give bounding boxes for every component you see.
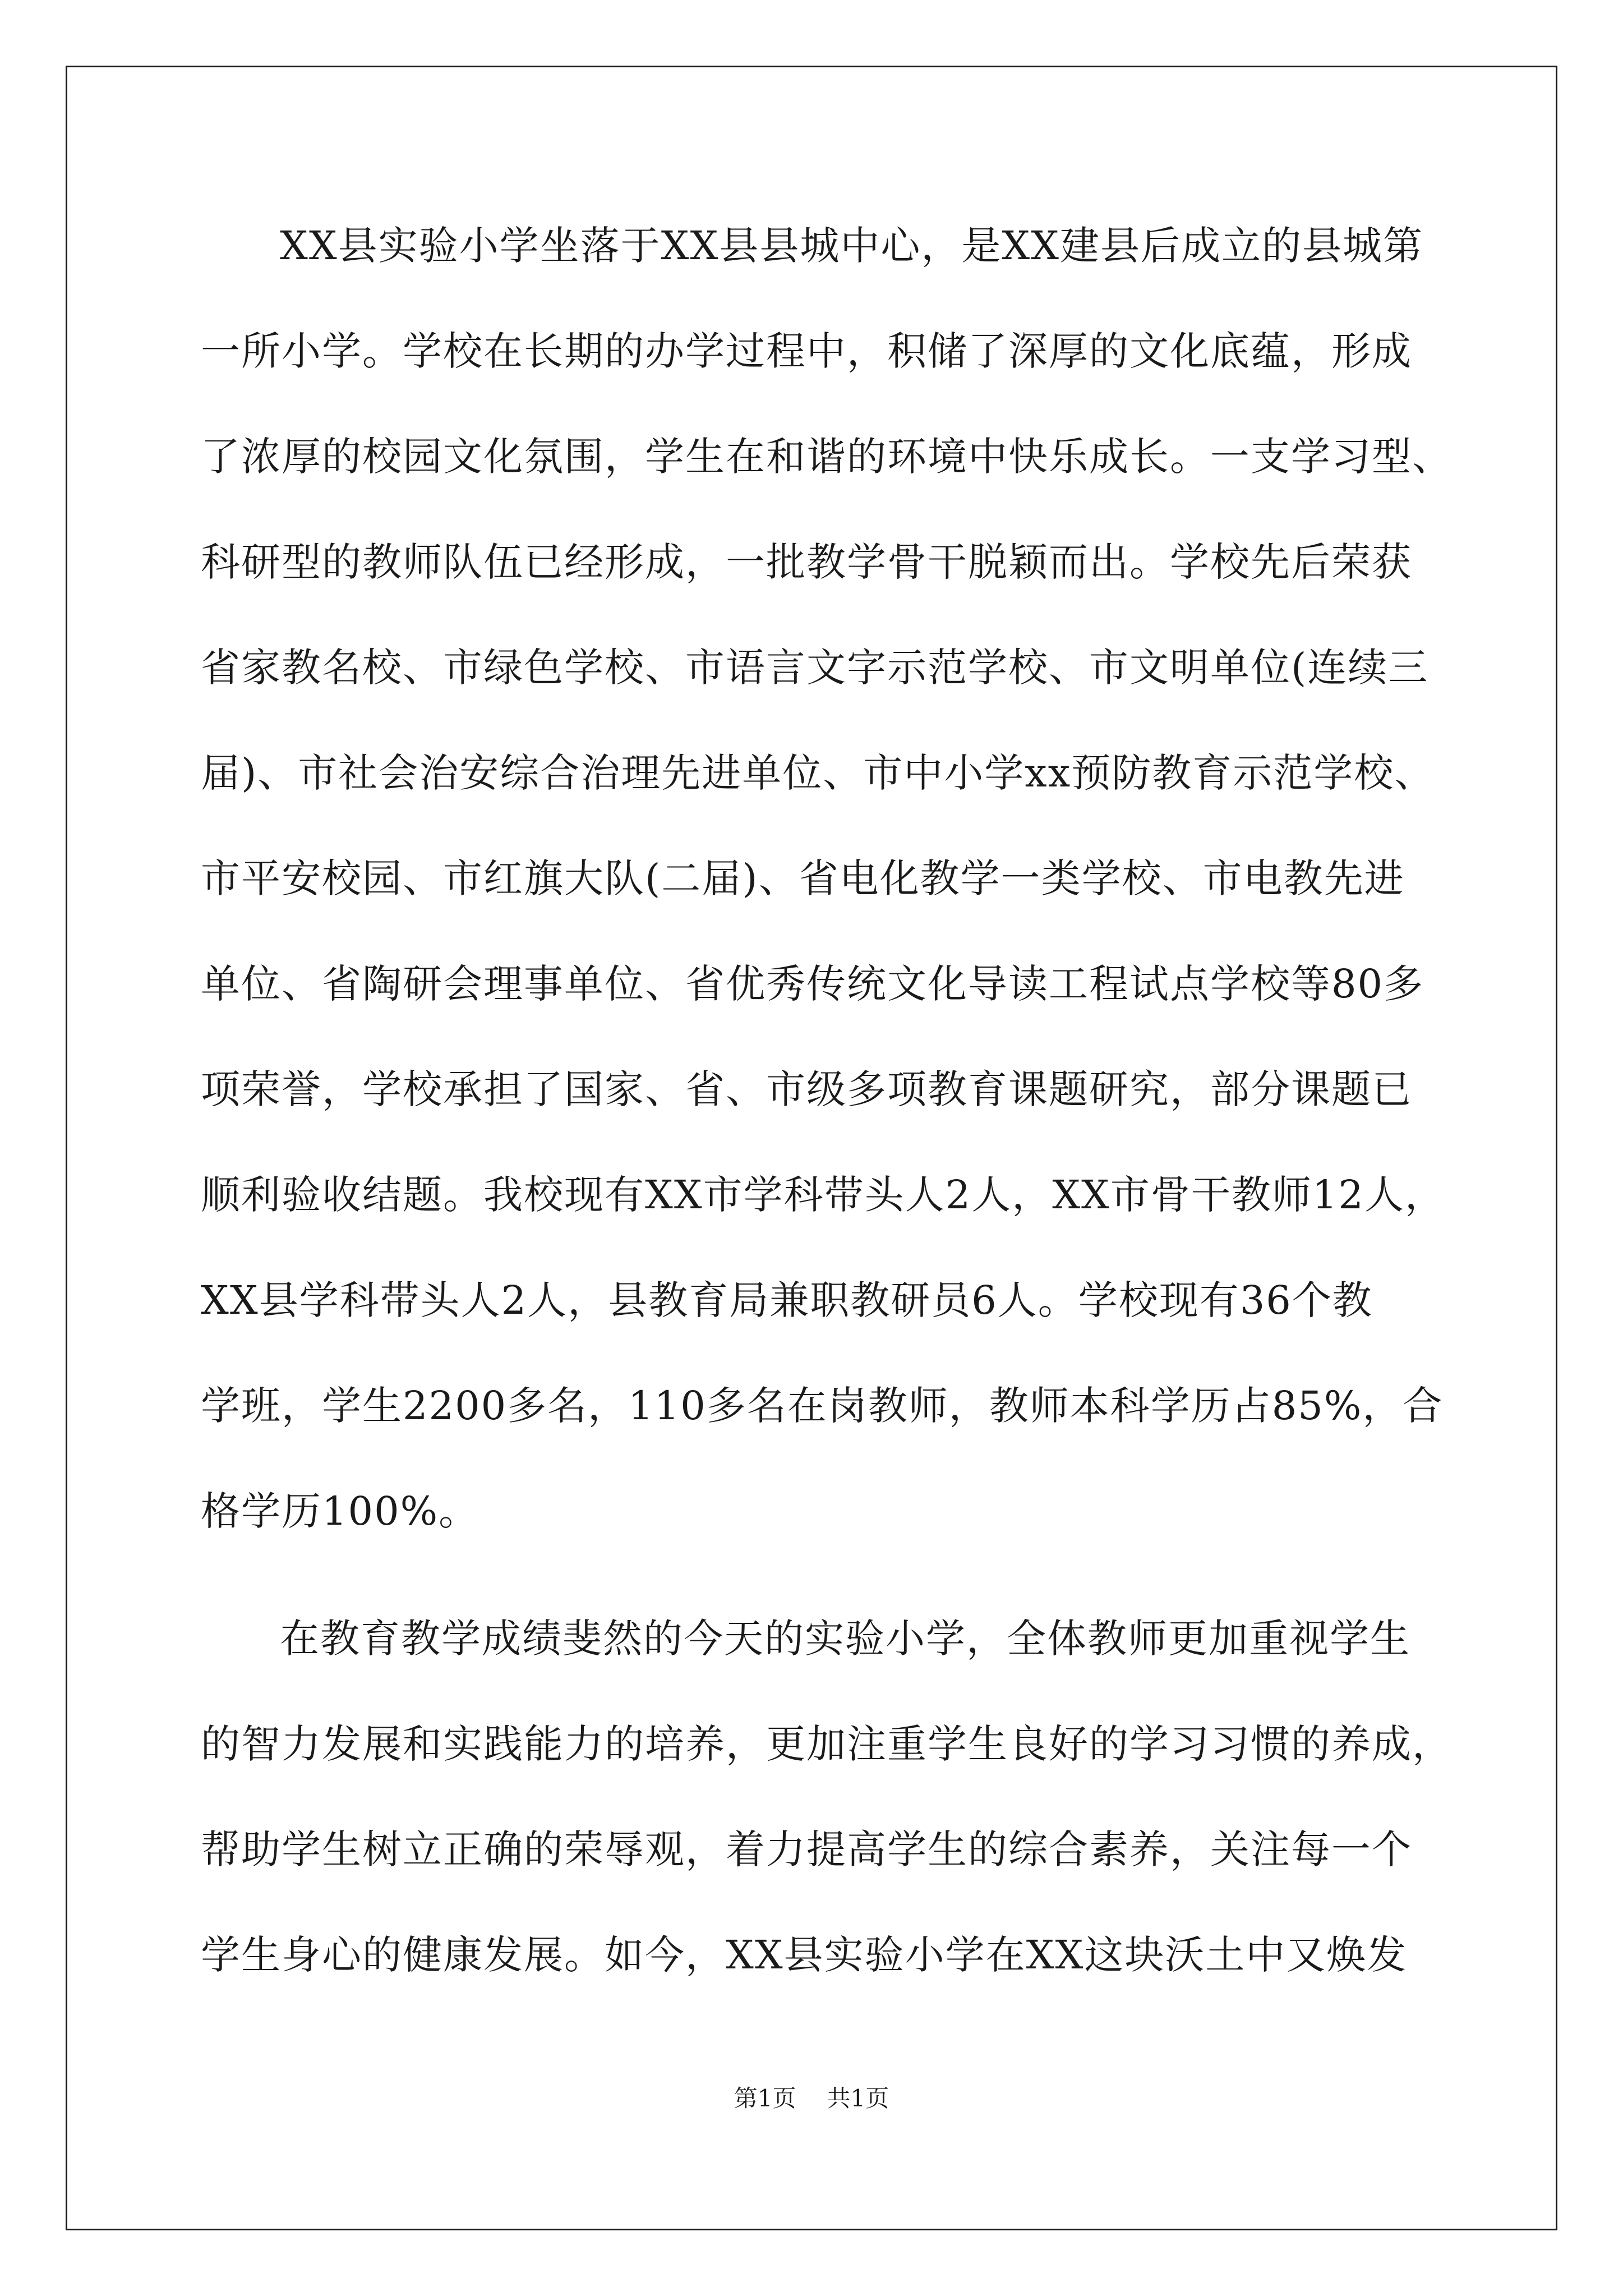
paragraph-2-line-3: 帮助学生树立正确的荣辱观，着力提高学生的综合素养，关注每一个 (201, 1826, 1412, 1872)
page-border (66, 66, 1557, 2230)
paragraph-1-line-3: 了浓厚的校园文化氛围，学生在和谐的环境中快乐成长。一支学习型、 (201, 434, 1453, 480)
paragraph-2-line-2: 的智力发展和实践能力的培养，更加注重学生良好的学习习惯的养成， (201, 1721, 1453, 1767)
paragraph-2-line-1: 在教育教学成绩斐然的今天的实验小学，全体教师更加重视学生 (280, 1616, 1410, 1662)
paragraph-1-line-9: 项荣誉，学校承担了国家、省、市级多项教育课题研究，部分课题已 (201, 1066, 1412, 1112)
paragraph-1-line-1: XX县实验小学坐落于XX县县城中心，是XX建县后成立的县城第 (280, 223, 1424, 269)
paragraph-1-line-8: 单位、省陶研会理事单位、省优秀传统文化导读工程试点学校等80多 (201, 961, 1424, 1007)
paragraph-1-line-4: 科研型的教师队伍已经形成，一批教学骨干脱颖而出。学校先后荣获 (201, 539, 1412, 585)
page-footer (0, 2082, 1623, 2115)
page-total: 共1页 (827, 2085, 889, 2112)
paragraph-1-line-2: 一所小学。学校在长期的办学过程中，积储了深厚的文化底蕴，形成 (201, 328, 1412, 374)
paragraph-1-line-11: XX县学科带头人2人，县教育局兼职教研员6人。学校现有36个教 (201, 1277, 1373, 1323)
paragraph-1-line-10: 顺利验收结题。我校现有XX市学科带头人2人，XX市骨干教师12人， (201, 1172, 1445, 1218)
paragraph-1-line-13: 格学历100%。 (201, 1488, 479, 1534)
paragraph-1-line-7: 市平安校园、市红旗大队(二届)、省电化教学一类学校、市电教先进 (201, 855, 1405, 901)
paragraph-1-line-6: 届)、市社会治安综合治理先进单位、市中小学xx预防教育示范学校、 (201, 750, 1435, 796)
paragraph-2-line-4: 学生身心的健康发展。如今，XX县实验小学在XX这块沃土中又焕发 (201, 1932, 1408, 1978)
paragraph-1-line-5: 省家教名校、市绿色学校、市语言文字示范学校、市文明单位(连续三 (201, 645, 1429, 691)
page-number: 第1页 (734, 2085, 796, 2112)
paragraph-1-line-12: 学班，学生2200多名，110多名在岗教师，教师本科学历占85%，合 (201, 1383, 1444, 1429)
